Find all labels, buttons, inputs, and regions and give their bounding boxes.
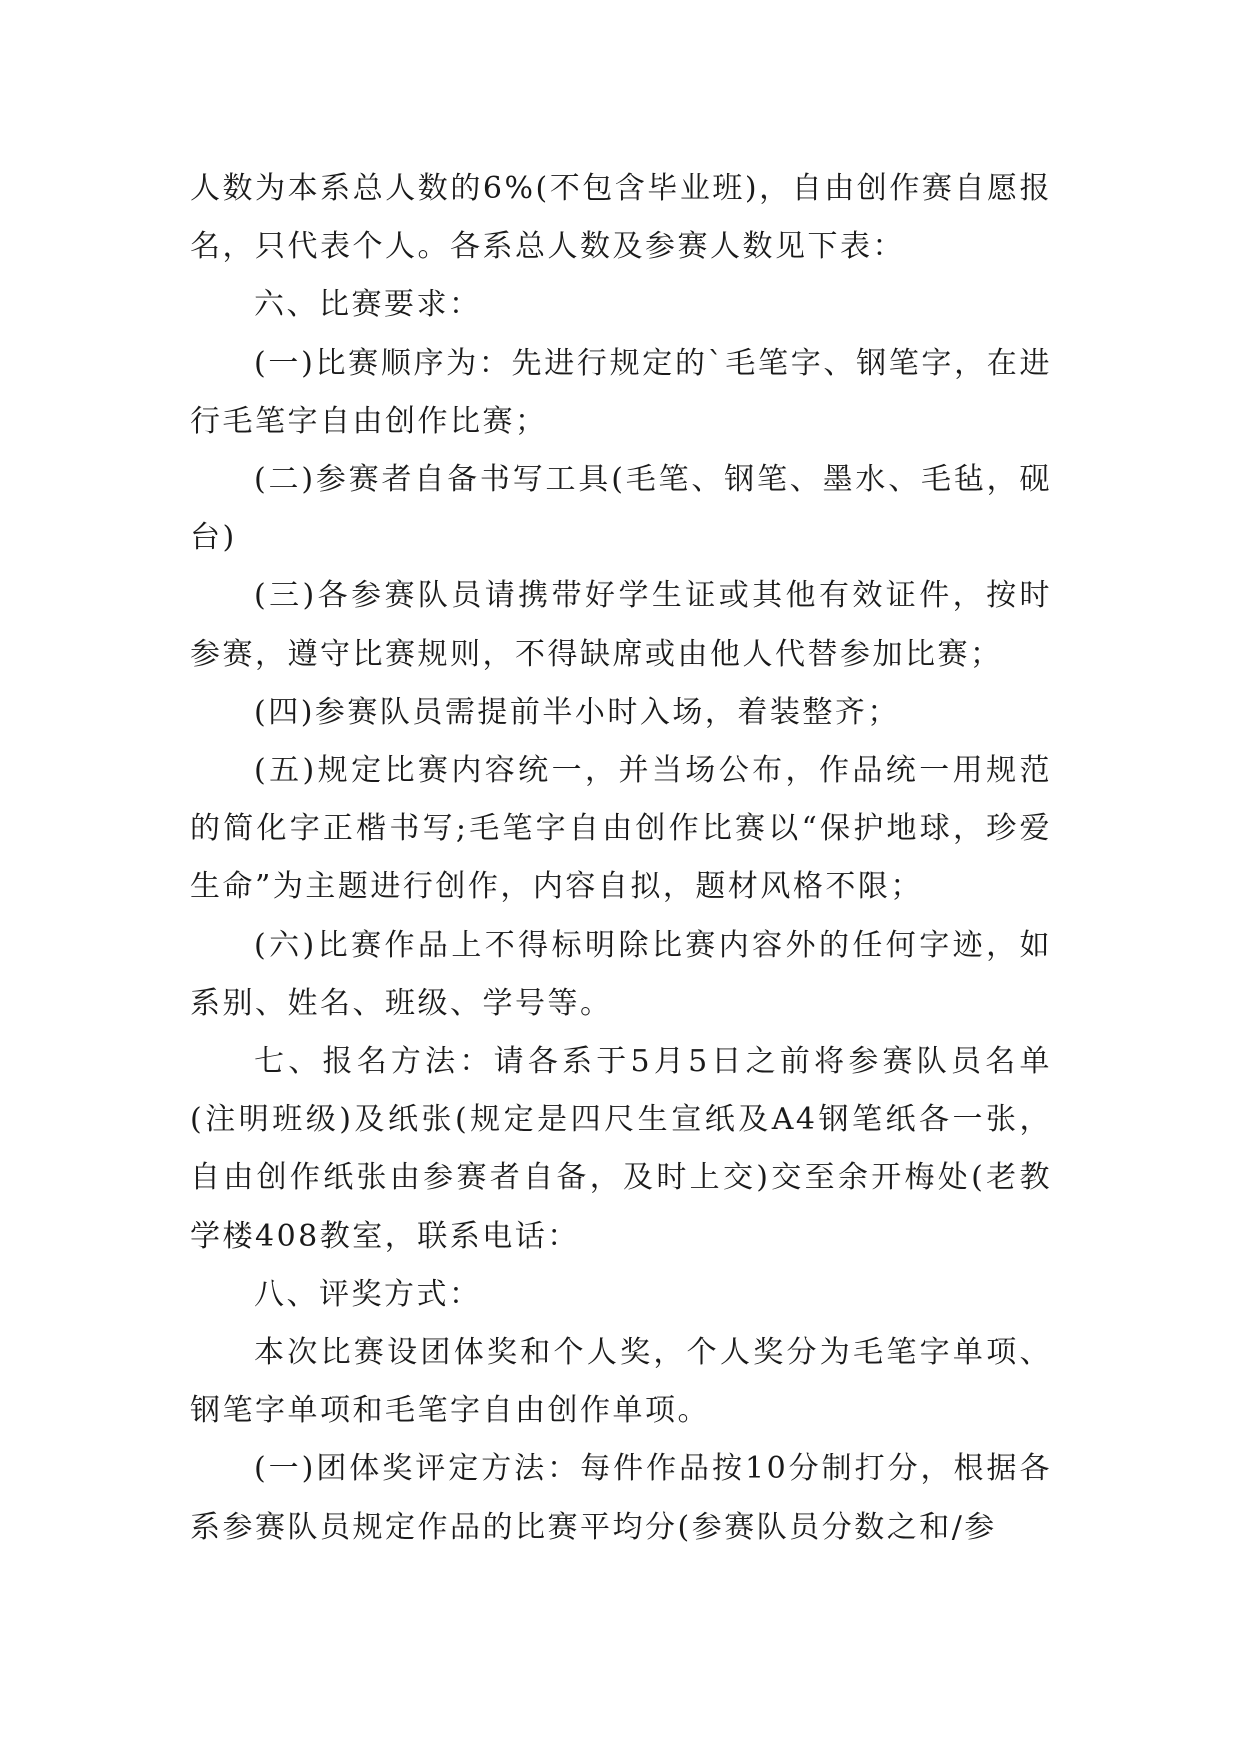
paragraph-1: 人数为本系总人数的6%(不包含毕业班)，自由创作赛自愿报名，只代表个人。各系总人数及参赛人数见下表：	[190, 171, 1052, 265]
paragraph-requirement-5: (五)规定比赛内容统一，并当场公布，作品统一用规范的简化字正楷书写;毛笔字自由创作比赛以“保护地球，珍爱生命”为主题进行创作，内容自拟，题材风格不限；	[190, 753, 1052, 905]
paragraph-registration: 七、报名方法：请各系于5月5日之前将参赛队员名单(注明班级)及纸张(规定是四尺生宣纸及A4钢笔纸各一张，自由创作纸张由参赛者自备，及时上交)交至余开梅处(老教学楼408教室，联系电话：	[190, 1044, 1052, 1254]
paragraph-requirement-4: (四)参赛队员需提前半小时入场，着装整齐；	[254, 694, 900, 730]
paragraph-requirement-3: (三)各参赛队员请携带好学生证或其他有效证件，按时参赛，遵守比赛规则，不得缺席或由他人代替参加比赛；	[190, 578, 1052, 672]
paragraph-requirement-1: (一)比赛顺序为：先进行规定的`毛笔字、钢笔字，在进行毛笔字自由创作比赛；	[190, 345, 1052, 439]
document-body	[190, 160, 1052, 1557]
heading-section-8: 八、评奖方式：	[254, 1276, 482, 1312]
paragraph-awards-intro: 本次比赛设团体奖和个人奖，个人奖分为毛笔字单项、钢笔字单项和毛笔字自由创作单项。	[190, 1335, 1052, 1429]
heading-section-6: 六、比赛要求：	[254, 287, 482, 323]
paragraph-team-award: (一)团体奖评定方法：每件作品按10分制打分，根据各系参赛队员规定作品的比赛平均分(参赛队员分数之和/参	[190, 1451, 1052, 1545]
paragraph-requirement-6: (六)比赛作品上不得标明除比赛内容外的任何字迹，如系别、姓名、班级、学号等。	[190, 927, 1052, 1021]
paragraph-requirement-2: (二)参赛者自备书写工具(毛笔、钢笔、墨水、毛毡，砚台)	[190, 462, 1052, 556]
